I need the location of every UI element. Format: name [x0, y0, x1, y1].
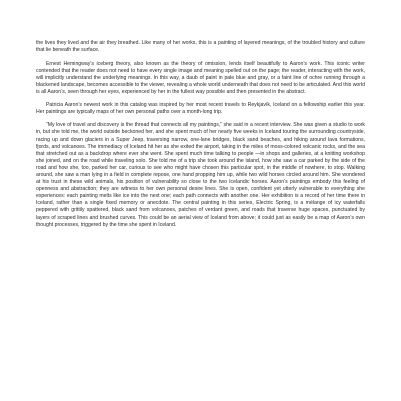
- paragraph-reykjavik: Patricia Aaron’s newest work in this catalog was inspired by her most recent travels to Reykjavík, Iceland on a fellowship earlier this year. Her paintings are typically maps of her own personal paths over a month-long trip.: [36, 102, 365, 116]
- paragraph-continuation: the lives they lived and the air they breathed. Like many of her works, this is a painting of layered meanings, of the troubled history and culture that lie beneath the surface.: [36, 40, 365, 54]
- paragraph-iceberg-theory: Ernest Hemingway’s iceberg theory, also known as the theory of omission, lends itself beautifully to Aaron’s work. This iconic writer contended that the reader does not need to have every single image and meaning spelled out on the page; the reader, interacting with the work, will implicitly understand the underlying meanings. In this way, a daub of paint in pale blue and gray, or a faint line of ochre running through a blackened landscape, becomes accessible to the viewer, revealing a whole world underneath that does not need to be articulated. And this world is all Aaron’s, seen through her eyes, experienced by her in the fullest way possible and then presented in the abstract.: [36, 60, 365, 96]
- paragraph-interview: “My love of travel and discovery is the thread that connects all my paintings,” she said in a recent interview. She was given a studio to work in, but she told me, the world outside beckoned her, and she spent much of her nearly five weeks in Iceland touring the surrounding countryside, racing up and down glaciers in a Super Jeep, traversing narrow, one-lane bridges, black sand beaches, and hiking around lava formations, fjords, and volcanoes. The immediacy of Iceland hit her as she exited the airport, taking in the miles of moss-colored volcanic rocks, and the sea that stretched out as a backdrop where ever she went. She spent much time talking to people —in shops and galleries, at a knitting workshop she joined, and on the road while traveling solo. She told me of a trip she took around the island, how she saw a car parked by the side of the road and how she, too, parked her car, curious to see who might have chosen this particular spot, in the middle of nowhere, to stop. Walking around, she saw a man lying in a field in complete repose, one hand propping him up, while two wild horses circled around him. She wondered at his trust in these wild animals, his position of vulnerability so close to the two Icelandic horses. Aaron’s paintings embody this feeling of openness and abstraction; they are witness to her own personal desire lines. She is open, confident yet utterly vulnerable to everything she experiences: each painting melts like ice into the next one; each path connects with another one. Her exhibition is a record of her time there in Iceland, rather than a single fixed memory or anecdote. The central painting in this series, Electric Spring, is a mélange of icy waterfalls peppered with grittily spattered, black sand from volcanoes, patches of verdant green, and roads that traverse huge spaces, punctuated by layers of scraped lines and brushed curves. This could be an aerial view of Iceland from above; it could just as easily be a map of Aaron’s own thought processes, triggered by the time she spent in Iceland.: [36, 122, 365, 228]
- document-body: [36, 40, 365, 234]
